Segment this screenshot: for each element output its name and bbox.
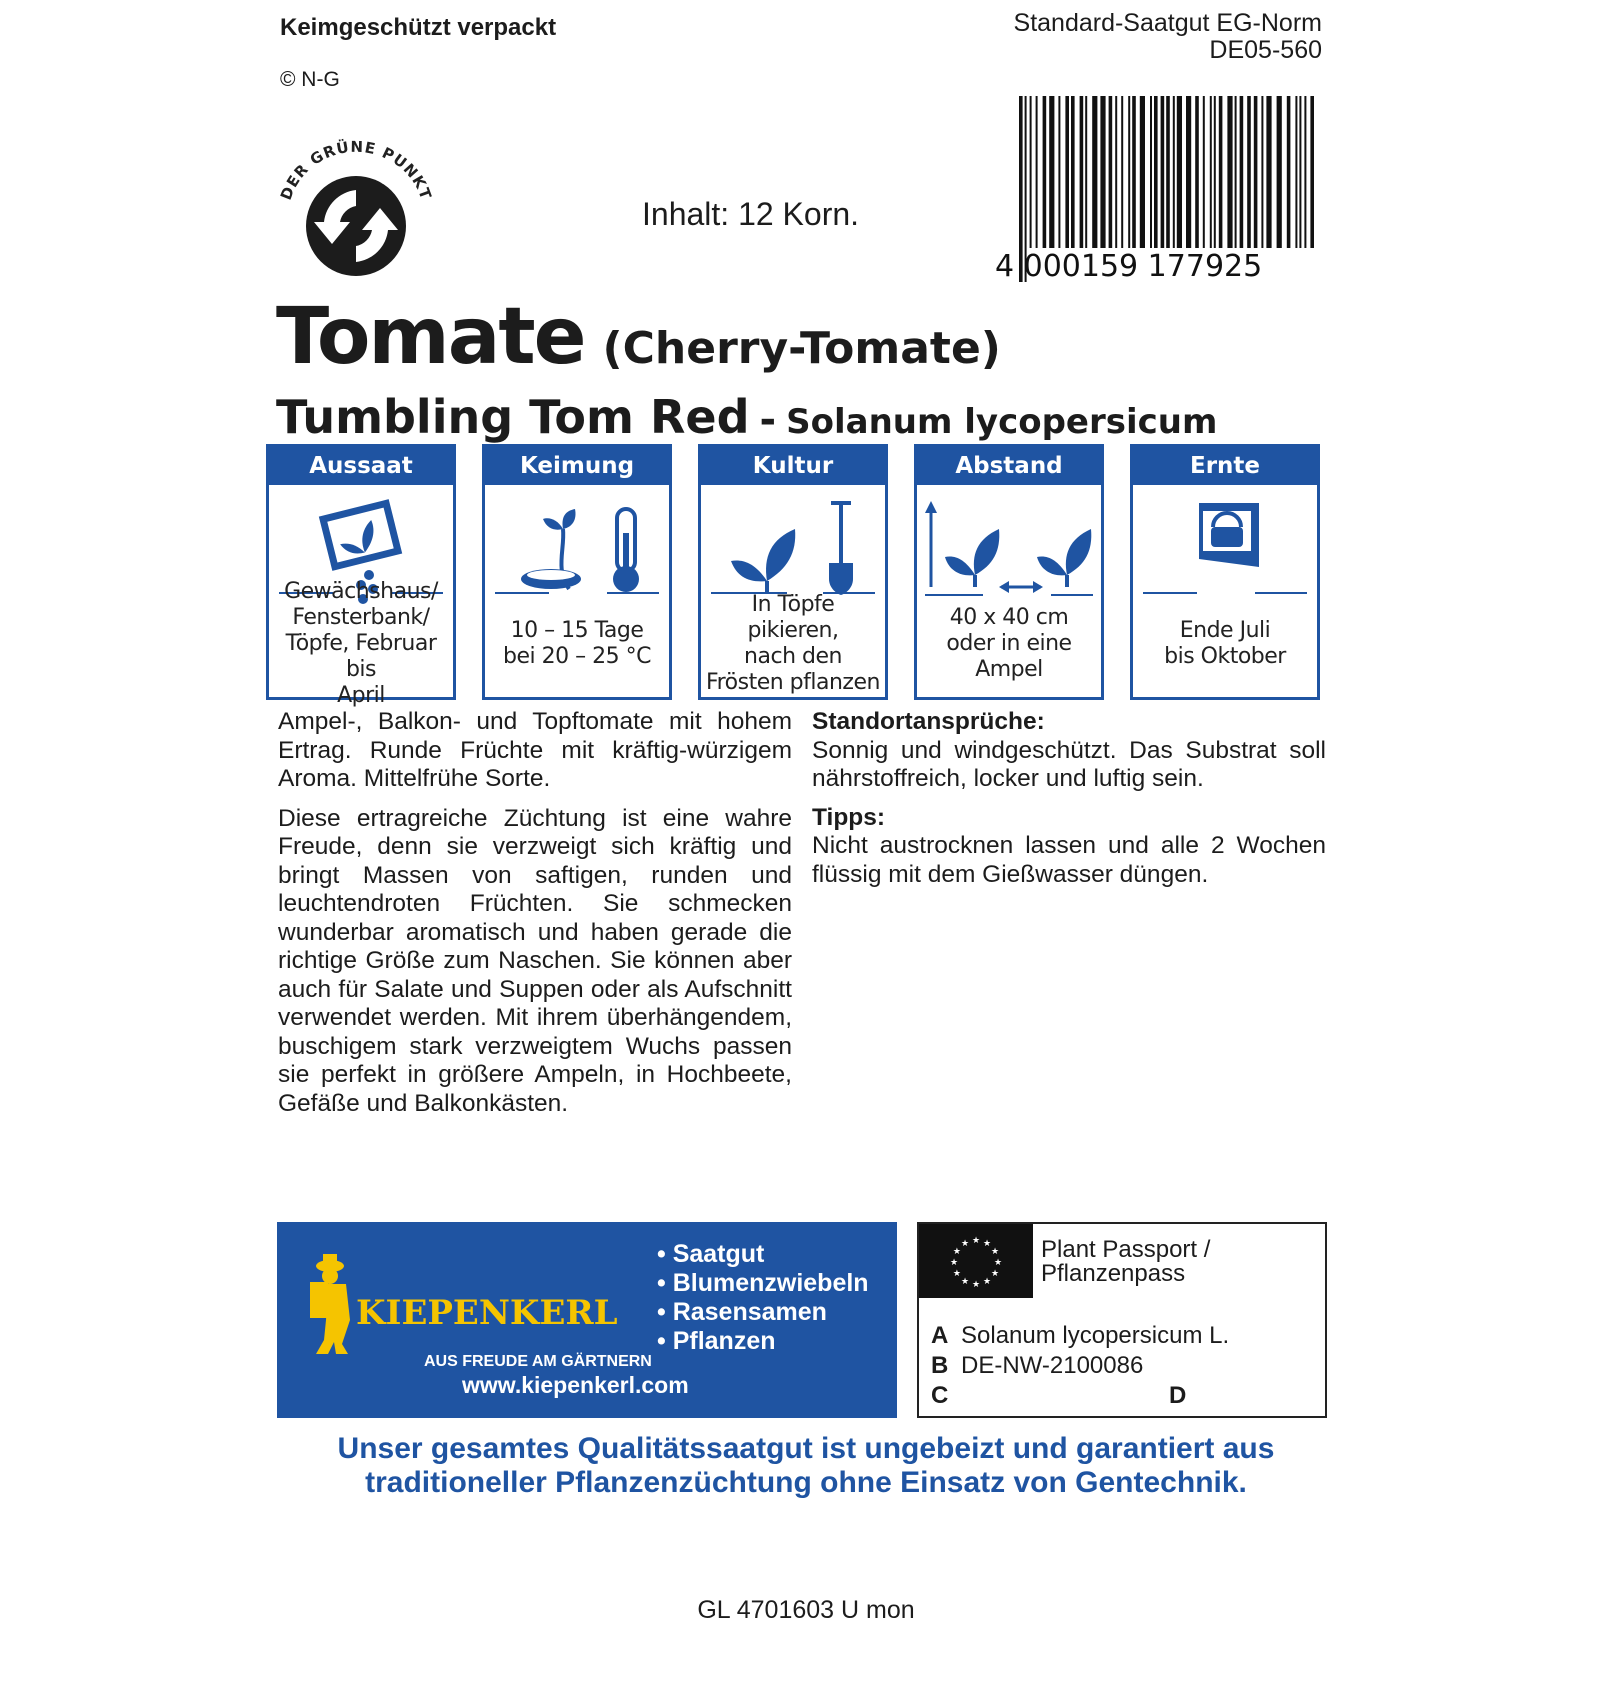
cultivation-info-boxes [266, 444, 1330, 708]
kiepenkerl-figure-icon [310, 1254, 350, 1354]
eu-star-icon: ★ [952, 1246, 961, 1256]
barcode-bar [1043, 96, 1047, 248]
tipps-text: Nicht austrocknen lassen und alle 2 Wochen flüssig mit dem Gießwasser düngen. [812, 832, 1326, 888]
plant-passport [917, 1222, 1327, 1418]
barcode-bar [1030, 96, 1032, 248]
barcode-bar [1132, 96, 1136, 248]
standort-text: Sonnig und windgeschützt. Das Substrat soll nährstoffreich, locker und luftig sein. [812, 736, 1326, 792]
eu-flag-icon [919, 1224, 1033, 1298]
harvest-basket-icon [1133, 489, 1317, 609]
barcode-bar [1080, 96, 1084, 248]
info-box-header: Kultur [701, 447, 885, 485]
eu-star-icon: ★ [991, 1246, 1000, 1256]
info-box-ernte [1130, 444, 1320, 700]
info-box-kultur [698, 444, 888, 700]
standard-line-1: Standard-Saatgut EG-Norm [1013, 9, 1322, 37]
info-box-header: Aussaat [269, 447, 453, 485]
svg-text:DER GRÜNE PUNKT: DER GRÜNE PUNKT [276, 137, 436, 203]
brand-name: KIEPENKERL [356, 1293, 618, 1333]
passport-row-d: D [1169, 1382, 1187, 1409]
seedling-thermometer-icon [485, 489, 669, 609]
passport-row-a: A Solanum lycopersicum L. [931, 1322, 1230, 1349]
barcode-bar [1219, 96, 1223, 248]
brand-slogan: AUS FREUDE AM GÄRTNERN [424, 1353, 652, 1370]
barcode-number: 4 000159 177925 [995, 249, 1263, 284]
barcode-bar [1065, 96, 1069, 248]
eu-star-icon: ★ [993, 1257, 1003, 1267]
info-box-header: Abstand [917, 447, 1101, 485]
category-item: • Blumenzwiebeln [657, 1269, 869, 1297]
kiepenkerl-logo [304, 1242, 652, 1372]
eu-star-icon: ★ [960, 1237, 970, 1248]
barcode-bar [1195, 96, 1199, 248]
content-amount: Inhalt: 12 Korn. [642, 196, 860, 232]
product-type: (Cherry-Tomate) [602, 323, 1001, 374]
barcode-bar [1092, 96, 1097, 248]
info-box-text: Ende Juli bis Oktober [1164, 618, 1286, 669]
info-box-text: In Töpfe pikieren, nach den Frösten pflanzen [706, 592, 880, 695]
product-name: Tomate [276, 292, 585, 382]
barcode-bar [1247, 96, 1251, 248]
barcode-bar [1177, 96, 1182, 248]
product-subtitle [276, 390, 1217, 444]
description-detail: Diese ertragreiche Züchtung ist eine wahre Freude, denn sie verzweigt sich kräftig und bringt Massen von saftigen, runden und leuchtendroten Früchten. Sie schmecken wunderbar aromatisch und haben gerade die richtige Größe zum Naschen. Sie können aber auch für Salate und Suppen oder als Aufschnitt verwendet werden. Mit ihrem überhängendem, buschigem stark verzweigtem Wuchs passen sie perfekt in größere Ampeln, in Hochbeete, Gefäße und Balkonkästen. [278, 804, 792, 1117]
barcode-bar [1214, 96, 1216, 248]
product-categories [657, 1240, 869, 1356]
barcode-bar [1254, 96, 1258, 248]
info-box-text: Gewächshaus/ Fensterbank/ Töpfe, Februar bis April [284, 579, 438, 708]
info-box-text: 10 – 15 Tage bei 20 – 25 °C [503, 618, 651, 669]
barcode-bar [1287, 96, 1291, 248]
barcode-bar [1240, 96, 1244, 248]
eu-star-icon: ★ [991, 1268, 1000, 1278]
barcode-bar [1128, 96, 1130, 248]
description-intro: Ampel-, Balkon- und Topftomate mit hohem Ertrag. Runde Früchte mit kräftig-würzigem Aroma. Mittelfrühe Sorte. [278, 708, 792, 792]
barcode-bar [1235, 96, 1237, 248]
barcode-bar [1166, 96, 1170, 248]
brand-box [277, 1222, 897, 1418]
passport-title: Plant Passport / Pflanzenpass [1041, 1236, 1211, 1287]
barcode-bar [1161, 96, 1165, 248]
eu-star-icon: ★ [971, 1279, 981, 1289]
barcode-bar [1261, 96, 1263, 248]
barcode-bar [1227, 96, 1232, 248]
ean-barcode [995, 96, 1315, 282]
product-title [276, 292, 1001, 382]
quality-statement: Unser gesamtes Qualitätssaatgut ist ungebeizt und garantiert aus traditioneller Pflanzenzüchtung ohne Einsatz von Gentechnik. [337, 1432, 1275, 1499]
description [278, 708, 792, 1129]
eu-star-icon: ★ [952, 1268, 961, 1278]
passport-row-b: B DE-NW-2100086 [931, 1352, 1144, 1379]
brand-url[interactable]: www.kiepenkerl.com [462, 1372, 689, 1398]
eu-star-icon: ★ [971, 1235, 981, 1245]
barcode-bar [1295, 96, 1297, 248]
barcode-bar [1186, 96, 1191, 248]
barcode-bar [1173, 96, 1175, 248]
eu-star-icon: ★ [960, 1276, 970, 1287]
plant-spacing-icon [917, 489, 1101, 609]
category-item: • Pflanzen [657, 1327, 776, 1355]
info-box-header: Ernte [1133, 447, 1317, 485]
barcode-bar [1071, 96, 1075, 248]
barcode-bar [1058, 96, 1060, 248]
barcode-bar [1100, 96, 1105, 248]
eu-star-icon: ★ [982, 1237, 992, 1248]
germ-protected-note: Keimgeschützt verpackt [280, 14, 557, 41]
barcode-bar [1154, 96, 1158, 248]
subtitle-separator: - [759, 397, 777, 443]
standort-heading: Standortansprüche: [812, 708, 1045, 735]
barcode-bar [1150, 96, 1152, 248]
barcode-bar [1310, 96, 1314, 248]
barcode-bar [1266, 96, 1271, 248]
growing-tips [812, 708, 1326, 899]
barcode-bar [1140, 96, 1145, 248]
barcode-bar [1109, 96, 1113, 248]
info-box-text: 40 x 40 cm oder in eine Ampel [946, 605, 1072, 682]
tipps-heading: Tipps: [812, 803, 886, 831]
eu-star-icon: ★ [949, 1257, 959, 1267]
barcode-bar [1085, 96, 1087, 248]
product-code: GL 4701603 U mon [697, 1596, 915, 1624]
info-box-aussaat [266, 444, 456, 708]
category-item: • Rasensamen [657, 1298, 827, 1326]
copyright-note: © N-G [280, 68, 340, 91]
barcode-bar [1121, 96, 1123, 248]
barcode-bar [1036, 96, 1038, 248]
barcode-bar [1203, 96, 1205, 248]
barcode-bar [1115, 96, 1117, 248]
variety-name: Tumbling Tom Red [276, 390, 750, 444]
info-box-abstand [914, 444, 1104, 700]
barcode-bar [1304, 96, 1306, 248]
barcode-bar [1277, 96, 1282, 248]
gruener-punkt-logo [272, 130, 442, 280]
standard-line-2: DE05-560 [1209, 36, 1322, 64]
latin-name: Solanum lycopersicum [786, 402, 1218, 442]
eu-star-icon: ★ [982, 1276, 992, 1287]
category-item: • Saatgut [657, 1240, 765, 1268]
barcode-bar [1299, 96, 1301, 248]
info-box-keimung [482, 444, 672, 700]
info-box-header: Keimung [485, 447, 669, 485]
barcode-bar [1049, 96, 1054, 248]
standard-seed-note [1014, 10, 1322, 64]
barcode-bar [1210, 96, 1212, 248]
passport-row-c: C [931, 1382, 949, 1409]
plant-spade-icon [701, 489, 885, 609]
